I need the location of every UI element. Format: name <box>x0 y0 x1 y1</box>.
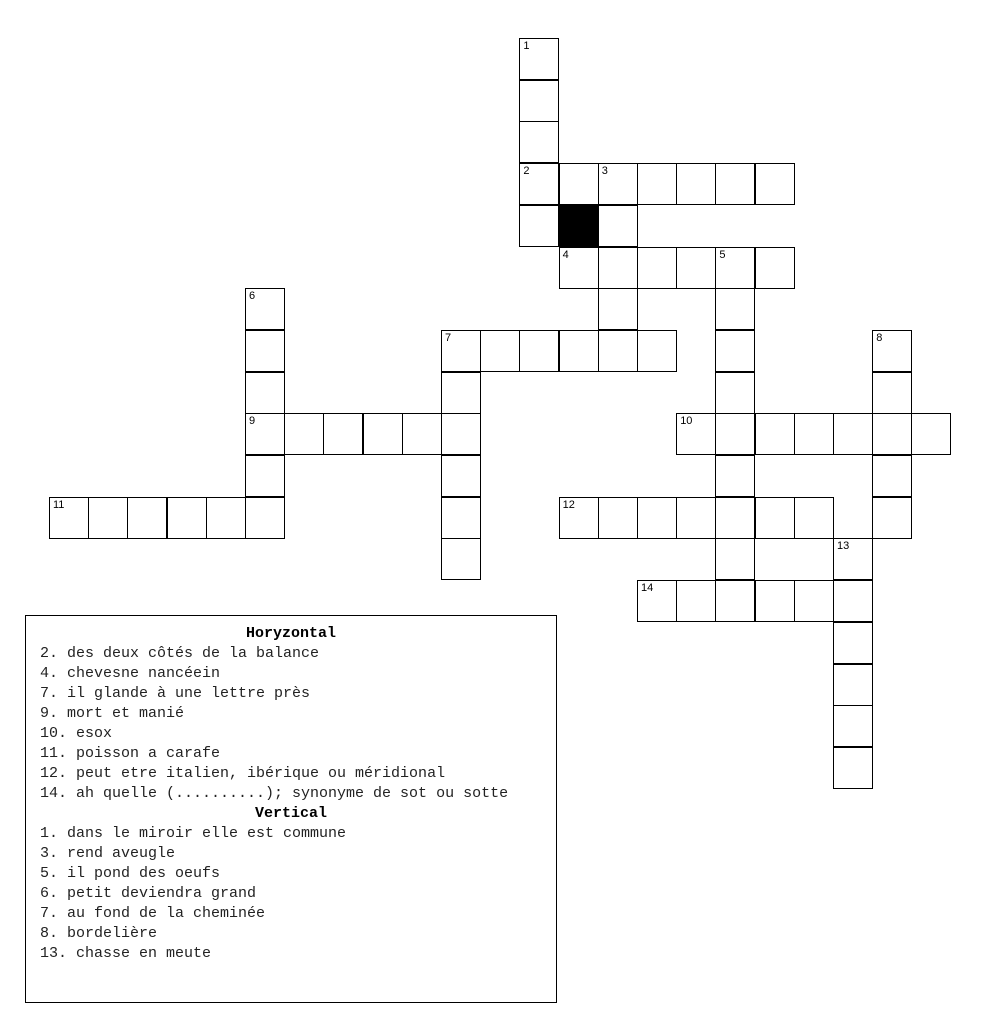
grid-cell[interactable] <box>441 372 481 414</box>
down-clue-1: 1. dans le miroir elle est commune <box>40 825 347 842</box>
grid-cell[interactable] <box>519 80 559 122</box>
grid-cell[interactable] <box>127 497 167 539</box>
grid-cell[interactable] <box>833 747 873 789</box>
grid-cell[interactable] <box>441 413 481 455</box>
grid-cell[interactable] <box>715 330 755 372</box>
grid-cell[interactable] <box>49 497 89 539</box>
grid-cell[interactable] <box>441 538 481 580</box>
clue-number: 5 <box>719 248 726 261</box>
grid-cell[interactable] <box>755 413 795 455</box>
grid-cell[interactable] <box>519 38 559 80</box>
grid-cell[interactable] <box>284 413 324 455</box>
grid-cell[interactable] <box>755 497 795 539</box>
grid-cell[interactable] <box>794 580 834 622</box>
grid-cell[interactable] <box>441 497 481 539</box>
grid-cell[interactable] <box>245 497 285 539</box>
grid-cell[interactable] <box>872 413 912 455</box>
grid-cell[interactable] <box>833 664 873 706</box>
across-heading: Horyzontal <box>245 625 336 642</box>
down-clue-7: 7. au fond de la cheminée <box>40 905 266 922</box>
grid-cell[interactable] <box>794 497 834 539</box>
clue-number: 11 <box>53 498 65 511</box>
grid-cell[interactable] <box>833 622 873 664</box>
grid-cell[interactable] <box>676 247 716 289</box>
across-clue-4: 4. chevesne nancéein <box>40 665 221 682</box>
grid-cell[interactable] <box>598 497 638 539</box>
grid-cell[interactable] <box>245 372 285 414</box>
grid-cell[interactable] <box>598 330 638 372</box>
clue-number: 14 <box>641 582 654 595</box>
grid-cell[interactable] <box>715 247 755 289</box>
down-clue-3: 3. rend aveugle <box>40 845 176 862</box>
grid-cell[interactable] <box>715 580 755 622</box>
across-clue-7: 7. il glande à une lettre près <box>40 685 311 702</box>
grid-cell[interactable] <box>676 497 716 539</box>
grid-cell[interactable] <box>323 413 363 455</box>
grid-cell[interactable] <box>637 247 677 289</box>
grid-cell[interactable] <box>245 455 285 497</box>
across-clue-12: 12. peut etre italien, ibérique ou méridional <box>40 765 446 782</box>
across-clue-11: 11. poisson a carafe <box>40 745 221 762</box>
grid-cell[interactable] <box>559 497 599 539</box>
grid-cell[interactable] <box>441 330 481 372</box>
grid-cell[interactable] <box>245 413 285 455</box>
grid-cell[interactable] <box>911 413 951 455</box>
grid-cell[interactable] <box>676 580 716 622</box>
clue-number: 13 <box>837 540 850 553</box>
down-clue-5: 5. il pond des oeufs <box>40 865 221 882</box>
grid-cell[interactable] <box>715 413 755 455</box>
grid-cell[interactable] <box>519 205 559 247</box>
grid-cell[interactable] <box>715 163 755 205</box>
grid-cell[interactable] <box>872 330 912 372</box>
grid-cell[interactable] <box>598 205 638 247</box>
grid-cell[interactable] <box>245 288 285 330</box>
down-clue-13: 13. chasse en meute <box>40 945 212 962</box>
grid-cell[interactable] <box>755 580 795 622</box>
across-clue-2: 2. des deux côtés de la balance <box>40 645 320 662</box>
clue-number: 1 <box>523 40 530 52</box>
grid-cell[interactable] <box>559 247 599 289</box>
grid-cell[interactable] <box>519 121 559 163</box>
grid-cell[interactable] <box>519 163 559 205</box>
down-clue-6: 6. petit deviendra grand <box>40 885 257 902</box>
grid-cell[interactable] <box>441 455 481 497</box>
clue-number: 7 <box>445 331 452 344</box>
grid-cell[interactable] <box>519 330 559 372</box>
grid-cell[interactable] <box>872 455 912 497</box>
clue-number: 12 <box>562 498 575 511</box>
grid-cell[interactable] <box>245 330 285 372</box>
grid-cell[interactable] <box>755 247 795 289</box>
clue-number: 6 <box>249 290 256 303</box>
grid-cell[interactable] <box>598 247 638 289</box>
clue-number: 2 <box>523 165 530 178</box>
grid-cell[interactable] <box>402 413 442 455</box>
grid-cell[interactable] <box>598 288 638 330</box>
grid-cell[interactable] <box>715 538 755 580</box>
grid-cell[interactable] <box>167 497 207 539</box>
grid-cell[interactable] <box>598 163 638 205</box>
grid-cell[interactable] <box>559 163 599 205</box>
grid-cell[interactable] <box>206 497 246 539</box>
grid-cell[interactable] <box>872 497 912 539</box>
down-clue-8: 8. bordelière <box>40 925 158 942</box>
clue-number: 3 <box>601 165 608 178</box>
grid-cell[interactable] <box>833 413 873 455</box>
clue-number: 10 <box>680 415 693 428</box>
clue-number: 9 <box>249 415 256 428</box>
grid-cell[interactable] <box>715 288 755 330</box>
grid-cell[interactable] <box>833 705 873 747</box>
grid-cell[interactable] <box>637 580 677 622</box>
grid-cell[interactable] <box>637 163 677 205</box>
grid-cell[interactable] <box>715 372 755 414</box>
grid-cell[interactable] <box>637 330 677 372</box>
grid-cell[interactable] <box>88 497 128 539</box>
blocked-cell <box>559 205 599 247</box>
grid-cell[interactable] <box>559 330 599 372</box>
across-clue-14: 14. ah quelle (..........); synonyme de sot ou sotte <box>40 785 509 802</box>
clue-panel <box>25 615 557 1003</box>
grid-cell[interactable] <box>755 163 795 205</box>
clue-number: 4 <box>562 248 569 261</box>
clue-number: 8 <box>876 331 883 344</box>
grid-cell[interactable] <box>637 497 677 539</box>
across-clue-9: 9. mort et manié <box>40 705 185 722</box>
grid-cell[interactable] <box>715 497 755 539</box>
grid-cell[interactable] <box>833 580 873 622</box>
grid-cell[interactable] <box>676 413 716 455</box>
grid-cell[interactable] <box>872 372 912 414</box>
grid-cell[interactable] <box>794 413 834 455</box>
grid-cell[interactable] <box>676 163 716 205</box>
grid-cell[interactable] <box>833 538 873 580</box>
across-clue-10: 10. esox <box>40 725 113 742</box>
grid-cell[interactable] <box>715 455 755 497</box>
down-heading: Vertical <box>254 805 327 822</box>
grid-cell[interactable] <box>363 413 403 455</box>
grid-cell[interactable] <box>480 330 520 372</box>
